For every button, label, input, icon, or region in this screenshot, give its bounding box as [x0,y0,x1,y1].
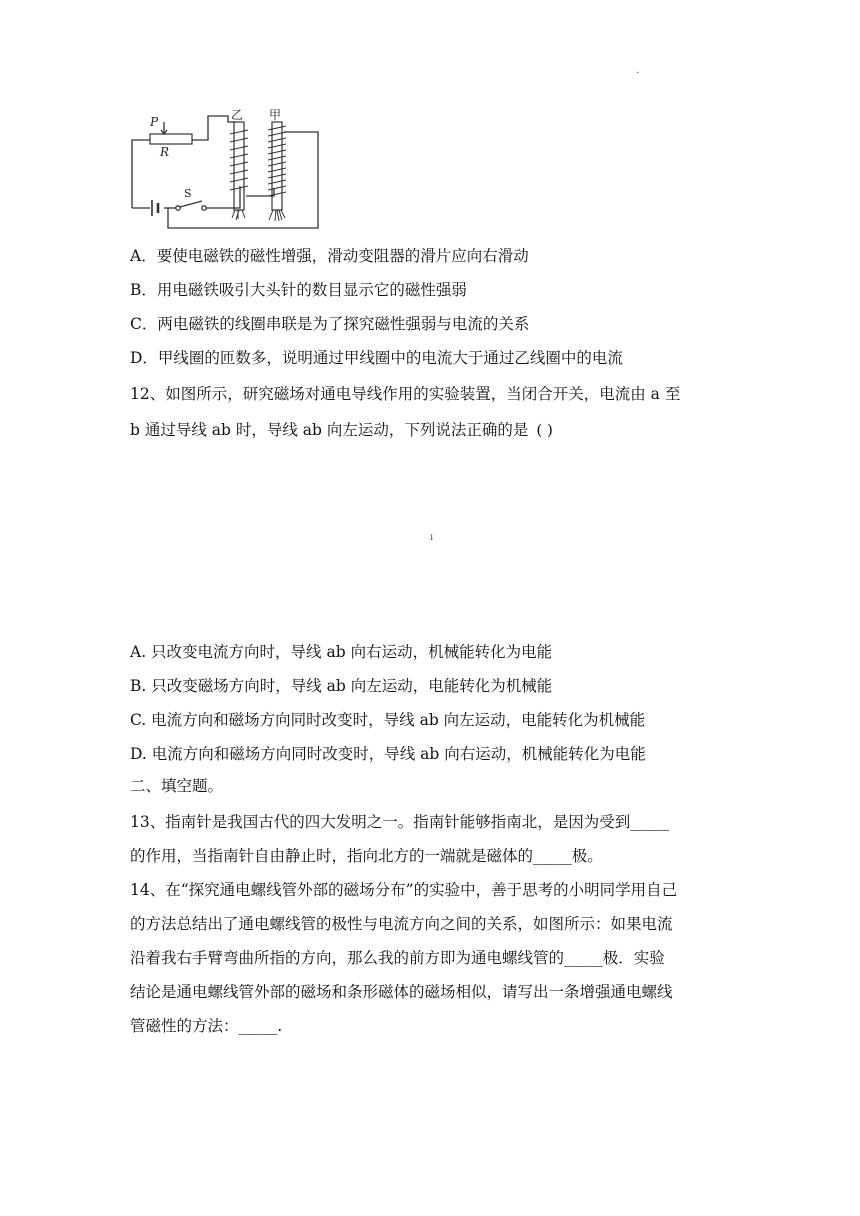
q12-line-2-text: b 通过导线 ab 时，导线 ab 向左运动，下列说法正确的是 [130,421,529,439]
electromagnet-circuit-figure [128,108,328,233]
q12-option-a: A. 只改变电流方向时，导线 ab 向右运动，机械能转化为电能 [130,643,553,661]
section-title: 二、填空题。 [130,777,224,795]
q11-option-b: B．用电磁铁吸引大头针的数目显示它的磁性强弱 [130,281,467,299]
q12-line-1: 12、如图所示，研究磁场对通电导线作用的实验装置，当闭合开关，电流由 a 至 [130,385,681,403]
label-jia: 甲 [269,108,282,122]
label-s: S [184,187,192,200]
q14-line-1: 14、在“探究通电螺线管外部的磁场分布”的实验中，善于思考的小明同学用自己 [130,881,678,899]
label-yi: 乙 [231,108,244,122]
q12-option-c: C. 电流方向和磁场方向同时改变时，导线 ab 向左运动，电能转化为机械能 [130,711,646,729]
q12-option-d: D. 电流方向和磁场方向同时改变时，导线 ab 向右运动，机械能转化为电能 [130,745,646,763]
q12-line-2 [130,420,740,440]
stray-mark: ı [430,532,434,543]
stray-mark: · [636,68,640,79]
q13-line-1: 13、指南针是我国古代的四大发明之一。指南针能够指南北，是因为受到_____ [130,813,669,831]
q11-option-c: C．两电磁铁的线圈串联是为了探究磁性强弱与电流的关系 [130,315,530,333]
q12-option-b: B. 只改变磁场方向时，导线 ab 向左运动，电能转化为机械能 [130,677,553,695]
q11-option-d: D．甲线圈的匝数多，说明通过甲线圈中的电流大于通过乙线圈中的电流 [130,349,623,367]
answer-parentheses: ( ) [536,421,553,439]
q14-line-3: 沿着我右手臂弯曲所指的方向，那么我的前方即为通电螺线管的_____极．实验 [130,949,665,967]
q11-option-a: A．要使电磁铁的磁性增强，滑动变阻器的滑片应向右滑动 [130,247,529,265]
q13-line-2: 的作用，当指南针自由静止时，指向北方的一端就是磁体的_____极。 [130,847,603,865]
label-r: R [160,145,170,159]
q14-line-2: 的方法总结出了通电螺线管的极性与电流方向之间的关系，如图所示：如果电流 [130,915,673,933]
q14-line-4: 结论是通电螺线管外部的磁场和条形磁体的磁场相似，请写出一条增强通电螺线 [130,983,673,1001]
q14-line-5: 管磁性的方法：_____. [130,1017,283,1035]
label-p: P [150,115,159,129]
